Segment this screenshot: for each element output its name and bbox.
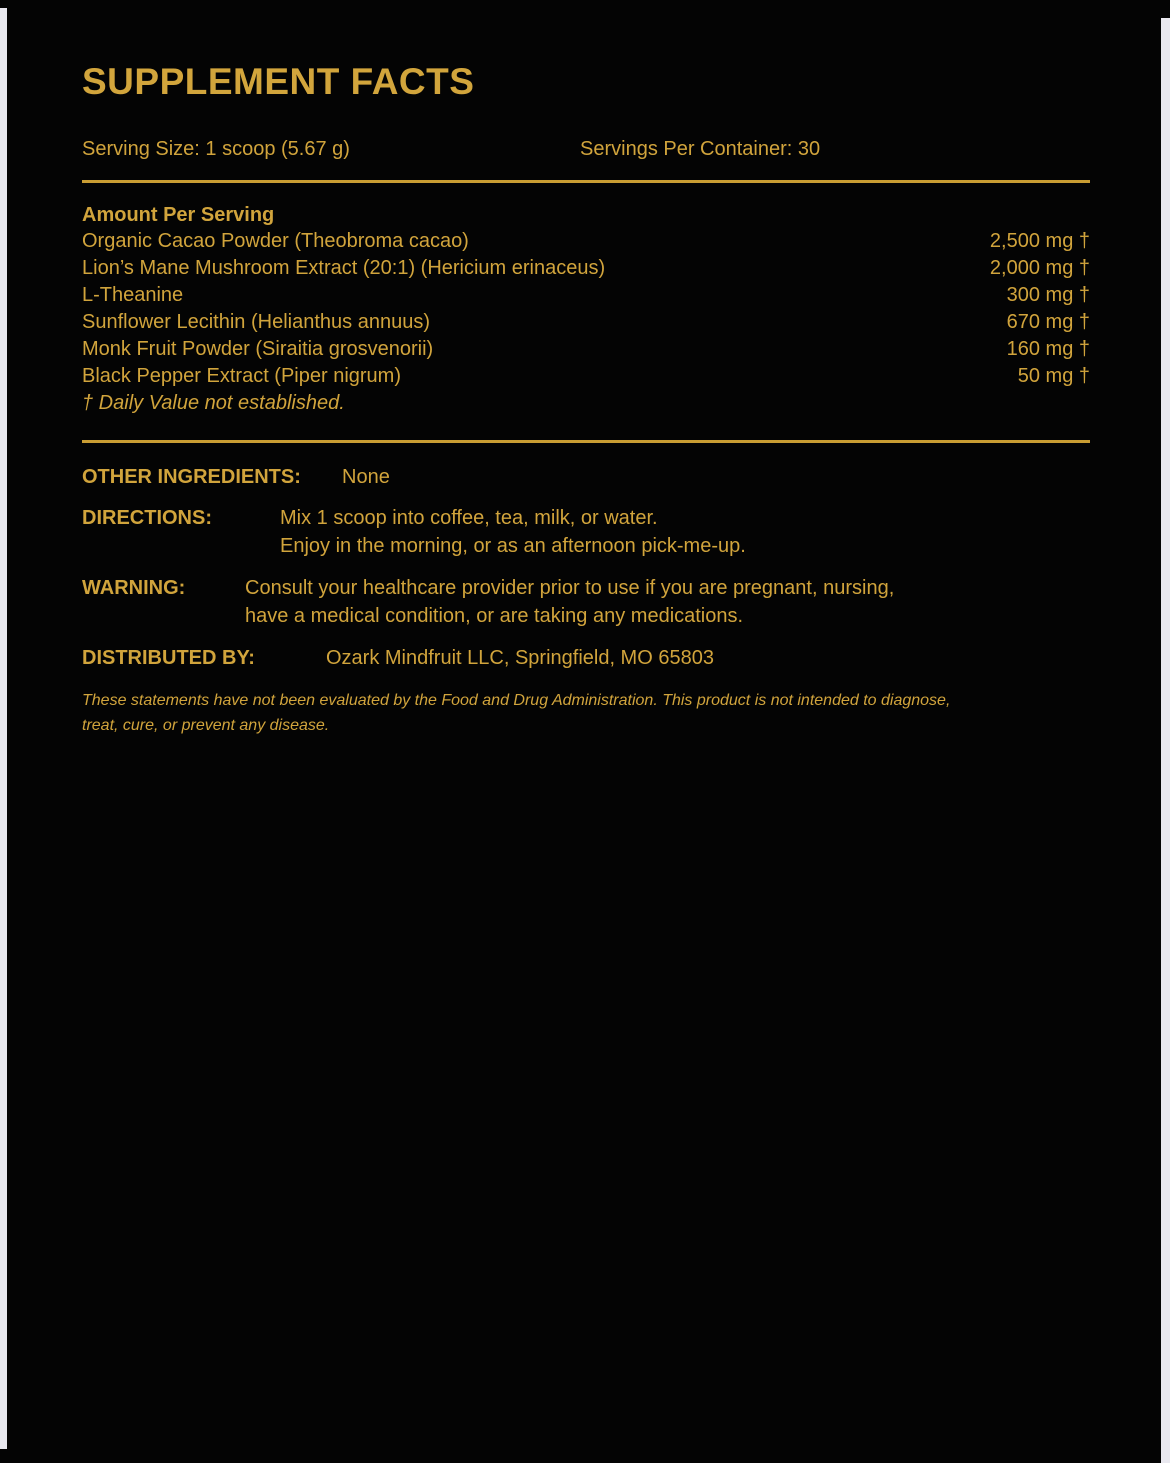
fda-disclaimer-line: These statements have not been evaluated by the Food and Drug Administration. This product is not intended to diagnose, xyxy=(82,692,951,709)
divider-top xyxy=(82,180,1090,183)
warning-line: Consult your healthcare provider prior to use if you are pregnant, nursing, xyxy=(245,577,895,599)
serving-info xyxy=(82,137,1090,161)
other-ingredients-value: None xyxy=(342,466,390,488)
ingredient-row xyxy=(82,309,1090,336)
ingredient-amount: 2,500 mg † xyxy=(989,230,1090,252)
ingredient-row xyxy=(82,336,1090,363)
distributed-by-section xyxy=(82,644,1090,672)
ingredient-amount: 300 mg † xyxy=(1006,284,1090,306)
ingredient-amount: 2,000 mg † xyxy=(989,257,1090,279)
ingredient-name: Sunflower Lecithin (Helianthus annuus) xyxy=(82,311,430,333)
warning-text xyxy=(245,574,894,630)
servings-per-container: Servings Per Container: 30 xyxy=(580,138,821,160)
ingredient-name: Monk Fruit Powder (Siraitia grosvenorii) xyxy=(82,338,434,360)
warning-line: have a medical condition, or are taking any medications. xyxy=(245,605,744,627)
ingredient-amount: 670 mg † xyxy=(1006,311,1090,333)
warning-section xyxy=(82,574,1090,630)
ingredient-amount: 160 mg † xyxy=(1006,338,1090,360)
distributed-by-label: DISTRIBUTED BY: xyxy=(82,647,255,669)
ingredient-row xyxy=(82,228,1090,255)
directions-text xyxy=(280,504,746,560)
ingredient-row xyxy=(82,282,1090,309)
ingredient-amount: 50 mg † xyxy=(1017,365,1090,387)
warning-label: WARNING: xyxy=(82,577,186,599)
ingredient-row xyxy=(82,363,1090,390)
page-edge-left xyxy=(0,8,7,1449)
directions-line: Mix 1 scoop into coffee, tea, milk, or water. xyxy=(280,507,658,529)
other-ingredients-label: OTHER INGREDIENTS: xyxy=(82,466,301,488)
fda-disclaimer-line: treat, cure, or prevent any disease. xyxy=(82,717,330,734)
ingredient-name: Organic Cacao Powder (Theobroma cacao) xyxy=(82,230,469,252)
label-title: SUPPLEMENT FACTS xyxy=(82,61,475,102)
fda-disclaimer xyxy=(82,688,1090,738)
directions-line: Enjoy in the morning, or as an afternoon pick-me-up. xyxy=(280,535,746,557)
ingredient-row xyxy=(82,255,1090,282)
daily-value-footnote: † Daily Value not established. xyxy=(82,392,345,414)
serving-size: Serving Size: 1 scoop (5.67 g) xyxy=(82,138,350,160)
directions-label: DIRECTIONS: xyxy=(82,507,212,529)
directions-section xyxy=(82,504,1090,560)
ingredient-name: Lion’s Mane Mushroom Extract (20:1) (Hericium erinaceus) xyxy=(82,257,606,279)
divider-bottom xyxy=(82,440,1090,443)
page-edge-right xyxy=(1161,18,1170,1463)
label-content xyxy=(82,0,1090,738)
other-ingredients-section xyxy=(82,463,1090,491)
amount-per-serving-header: Amount Per Serving xyxy=(82,204,275,226)
ingredient-name: Black Pepper Extract (Piper nigrum) xyxy=(82,365,402,387)
distributed-by-value: Ozark Mindfruit LLC, Springfield, MO 65803 xyxy=(326,647,714,669)
ingredient-name: L-Theanine xyxy=(82,284,184,306)
